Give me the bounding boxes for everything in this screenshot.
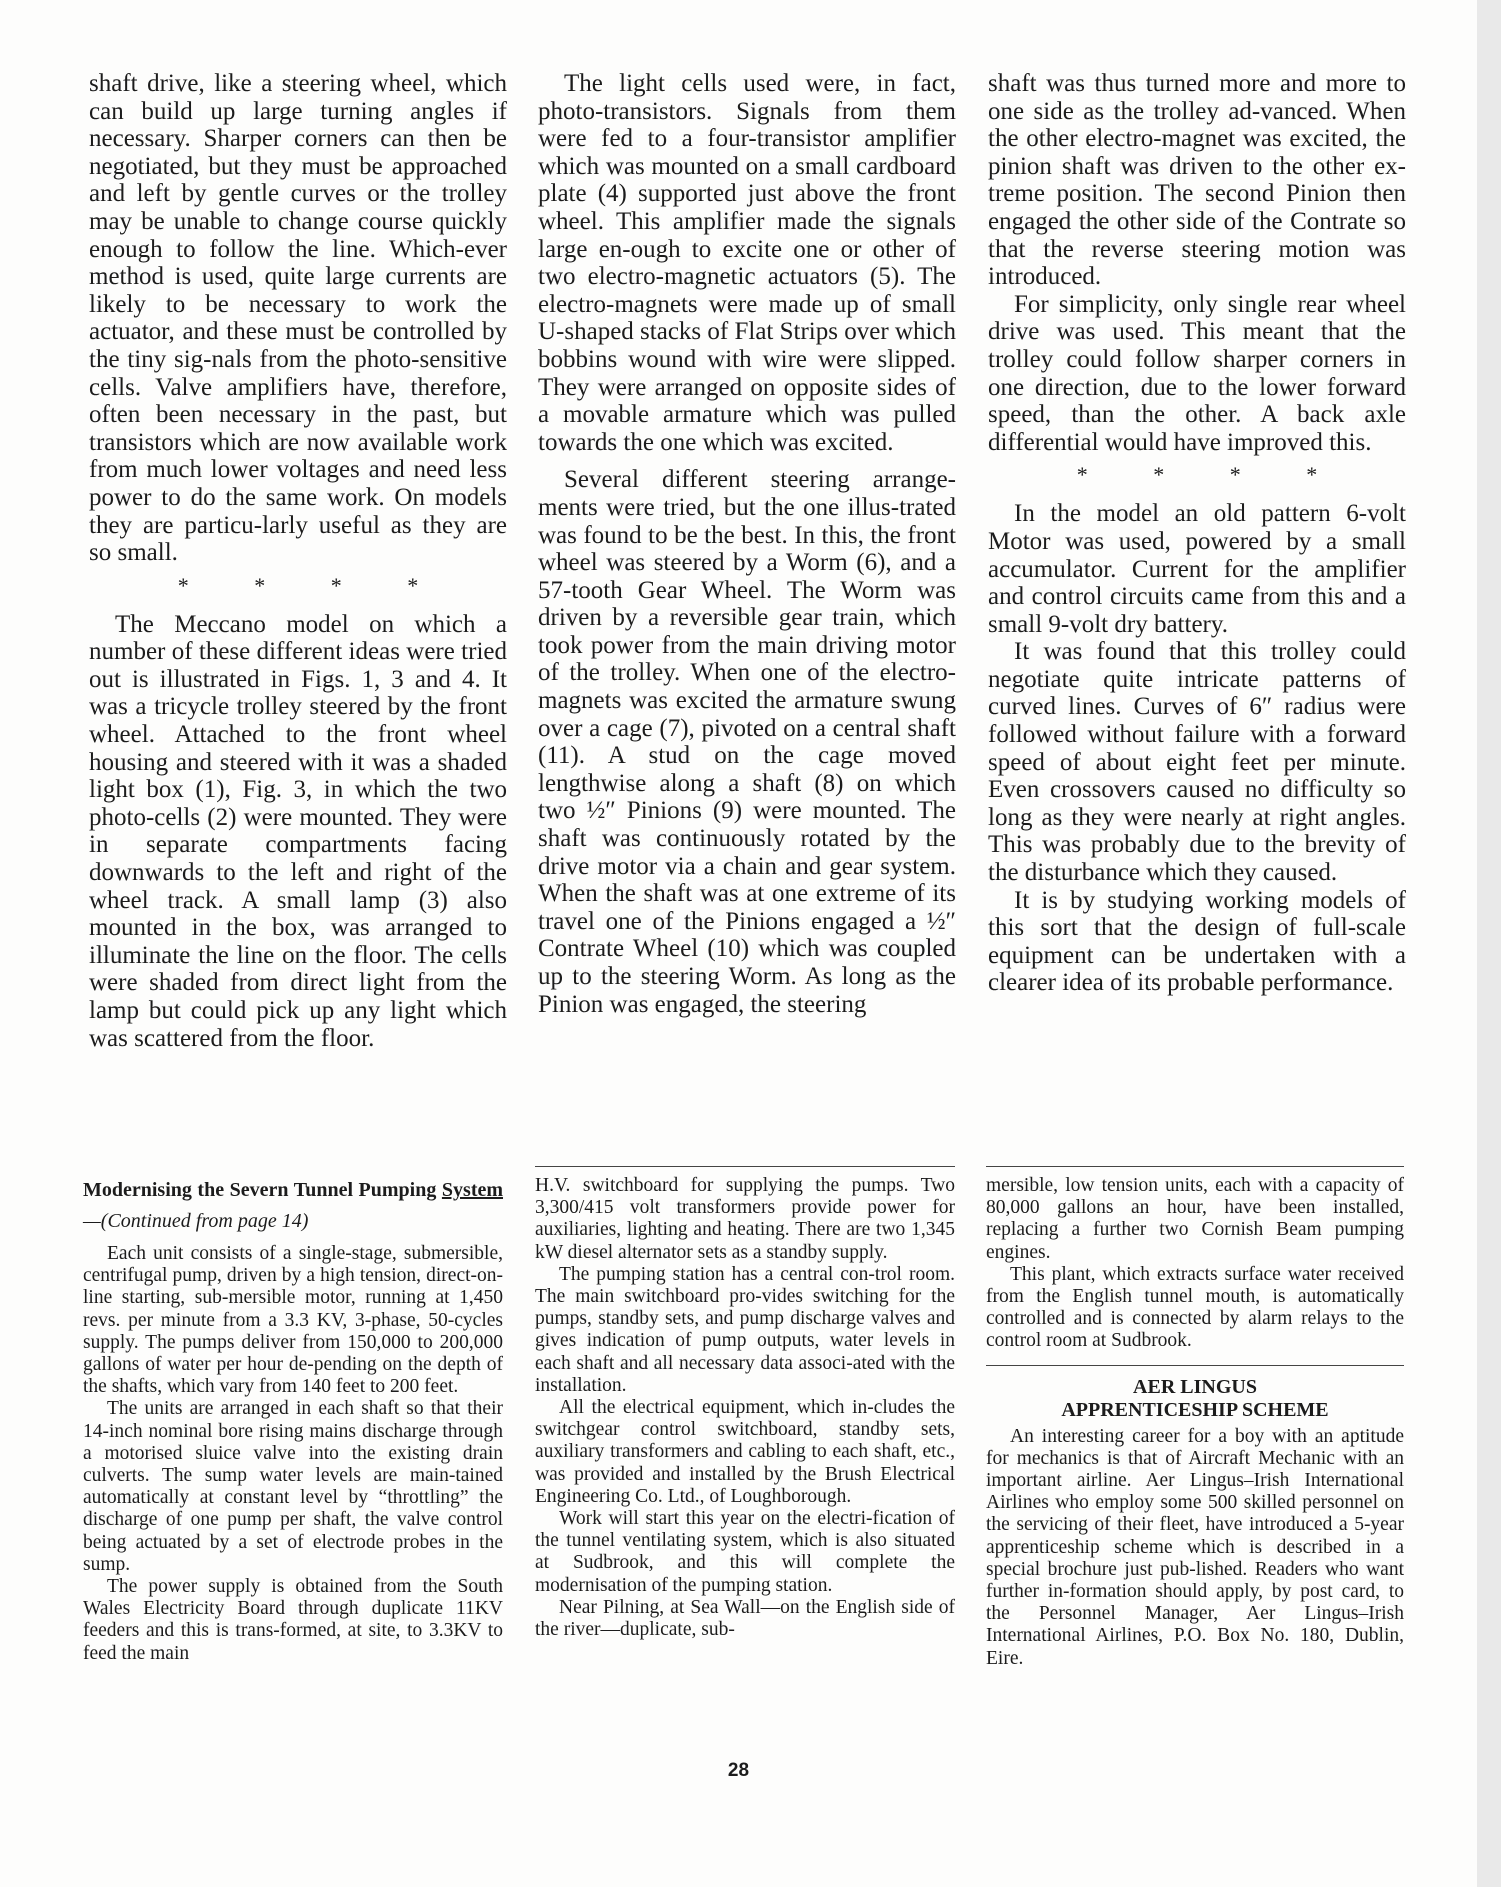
page-edge-shadow	[1477, 0, 1501, 1887]
body-paragraph: The units are arranged in each shaft so that their 14-inch nominal bore rising mains discharge through a motorised sluice valve into the existing drain culverts. The sump water levels are main-tained automatically at constant level by “throttling” the discharge of one pump per shaft, the valve control being actuated by a set of electrode probes in the sump.	[83, 1398, 503, 1575]
upper-article-column-2	[538, 70, 956, 1018]
body-paragraph: Several different steering arrange-ments were tried, but the one illus-trated was found to be the best. In this, the front wheel was steered by a Worm (6), and a 57-tooth Gear Wheel. The Worm was driven by a reversible gear train, which took power from the main driving motor of the trolley. When one of the electro-magnets was excited the armature swung over a cage (7), pivoted on a central shaft (11). A stud on the cage moved lengthwise along a shaft (8) on which two ½″ Pinions (9) were mounted. The shaft was continuously rotated by the drive motor via a chain and gear system. When the shaft was at one extreme of its travel one of the Pinions engaged a ½″ Contrate Wheel (10) which was coupled up to the steering Worm. As long as the Pinion was engaged, the steering	[538, 466, 956, 1018]
body-paragraph: An interesting career for a boy with an aptitude for mechanics is that of Aircraft Mechanic with an important airline. Aer Lingus–Irish International Airlines who employ some 500 skilled personnel on the servicing of their fleet, have introduced a 5-year apprenticeship scheme which is described in a special brochure just pub-lished. Readers who want further in-formation should apply, by post card, to the Personnel Manager, Aer Lingus–Irish International Airlines, P.O. Box No. 180, Dublin, Eire.	[986, 1425, 1404, 1669]
body-paragraph: For simplicity, only single rear wheel drive was used. This meant that the trolley could follow sharper corners in one direction, due to the lower forward speed, than the other. A back axle differential would have improved this.	[988, 290, 1406, 456]
severn-article-column-1	[83, 1175, 503, 1665]
body-paragraph: All the electrical equipment, which in-cludes the switchgear control switchboard, standby sets, auxiliary transformers and cabling to each shaft, etc., was provided and installed by the Brush Electrical Engineering Co. Ltd., of Loughborough.	[535, 1397, 955, 1507]
body-paragraph: It is by studying working models of this sort that the design of full-scale equipment can be undertaken with a clearer idea of its probable performance.	[988, 886, 1406, 997]
article-heading	[83, 1175, 503, 1237]
body-paragraph: The Meccano model on which a number of these different ideas were tried out is illustrated in Figs. 1, 3 and 4. It was a tricycle trolley steered by the front wheel. Attached to the front wheel housing and steered with it was a shaded light box (1), Fig. 3, in which the two photo-cells (2) were mounted. They were in separate compartments facing downwards to the left and right of the wheel track. A small lamp (3) also mounted in the box, was arranged to illuminate the line on the floor. The cells were shaded from direct light from the lamp but could pick up any light which was scattered from the floor.	[89, 610, 507, 1052]
aer-lingus-heading	[986, 1376, 1404, 1422]
body-paragraph: In the model an old pattern 6-volt Motor was used, powered by a small accumulator. Current for the amplifier and control circuits came from this and a small 9-volt dry battery.	[988, 500, 1406, 638]
article-heading-text: Modernising the Severn Tunnel Pumping	[83, 1179, 437, 1201]
body-paragraph: The pumping station has a central con-trol room. The main switchboard pro-vides switching for the pumps, standby sets, and pump discharge valves and gives indication of pump outputs, water levels in each shaft and all necessary data associ-ated with the installation.	[535, 1263, 955, 1396]
column-divider-rule	[986, 1166, 1404, 1167]
continued-note: —(Continued from page 14)	[83, 1210, 309, 1232]
body-paragraph: The light cells used were, in fact, photo-transistors. Signals from them were fed to a four-transistor amplifier which was mounted on a small cardboard plate (4) supported just above the front wheel. This amplifier made the signals large en-ough to excite one or other of two electro-magnetic actuators (5). The electro-magnets were made up of small U-shaped stacks of Flat Strips over which bobbins wound with wire were slipped. They were arranged on opposite sides of a movable armature which was pulled towards the one which was excited.	[538, 70, 956, 456]
article-heading-text: System	[441, 1179, 504, 1201]
section-separator-stars: * * * *	[1076, 462, 1348, 488]
section-separator-stars: * * * *	[177, 572, 449, 598]
page-number: 28	[727, 1760, 750, 1781]
body-paragraph: Each unit consists of a single-stage, submersible, centrifugal pump, driven by a high tension, direct-on-line starting, sub-mersible motor, running at 1,450 revs. per minute from a 3.3 KV, 3-phase, 50-cycles supply. The pumps deliver from 150,000 to 200,000 gallons of water per hour de-pending on the depth of the shafts, which vary from 140 feet to 200 feet.	[83, 1243, 503, 1398]
body-paragraph: Work will start this year on the electri-fication of the tunnel ventilating system, which is also situated at Sudbrook, and this will complete the modernisation of the pumping station.	[535, 1508, 955, 1596]
upper-article-column-1	[89, 70, 507, 1052]
body-paragraph: Near Pilning, at Sea Wall—on the English side of the river—duplicate, sub-	[535, 1596, 955, 1641]
heading-line: AER LINGUS	[1133, 1375, 1257, 1398]
body-paragraph: H.V. switchboard for supplying the pumps. Two 3,300/415 volt transformers provide power for auxiliaries, lighting and heating. There are two 1,345 kW diesel alternator sets as a standby supply.	[535, 1175, 955, 1263]
body-paragraph: The power supply is obtained from the South Wales Electricity Board through duplicate 11KV feeders and this is trans-formed, at site, to 3.3KV to feed the main	[83, 1576, 503, 1664]
body-paragraph: It was found that this trolley could negotiate quite intricate patterns of curved lines. Curves of 6″ radius were followed without failure with a forward speed of about eight feet per minute. Even crossovers caused no difficulty so long as they were nearly at right angles. This was probably due to the brevity of the disturbance which they caused.	[988, 638, 1406, 887]
lower-column-3	[986, 1175, 1404, 1670]
body-paragraph: shaft was thus turned more and more to one side as the trolley ad-vanced. When the other electro-magnet was excited, the pinion shaft was driven to the other ex-treme position. The second Pinion then engaged the other side of the Contrate so that the reverse steering motion was introduced.	[988, 70, 1406, 291]
article-divider-rule	[986, 1365, 1404, 1366]
heading-line: APPRENTICESHIP SCHEME	[1061, 1398, 1329, 1421]
body-paragraph: shaft drive, like a steering wheel, which can build up large turning angles if necessary. Sharper corners can then be negotiated, but they must be approached and left by gentle curves or the trolley may be unable to change course quickly enough to follow the line. Which-ever method is used, quite large currents are likely to be necessary to work the actuator, and these must be controlled by the tiny sig-nals from the photo-sensitive cells. Valve amplifiers have, therefore, often been necessary in the past, but transistors which are now available work from much lower voltages and need less power to do the same work. On models they are particu-larly useful as they are so small.	[89, 70, 507, 567]
upper-article-column-3	[988, 70, 1406, 997]
column-divider-rule	[535, 1166, 955, 1167]
body-paragraph: mersible, low tension units, each with a capacity of 80,000 gallons an hour, have been installed, replacing a further two Cornish Beam pumping engines.	[986, 1175, 1404, 1263]
severn-article-column-2	[535, 1175, 955, 1641]
body-paragraph: This plant, which extracts surface water received from the English tunnel mouth, is automatically controlled and is connected by alarm relays to the control room at Sudbrook.	[986, 1263, 1404, 1352]
